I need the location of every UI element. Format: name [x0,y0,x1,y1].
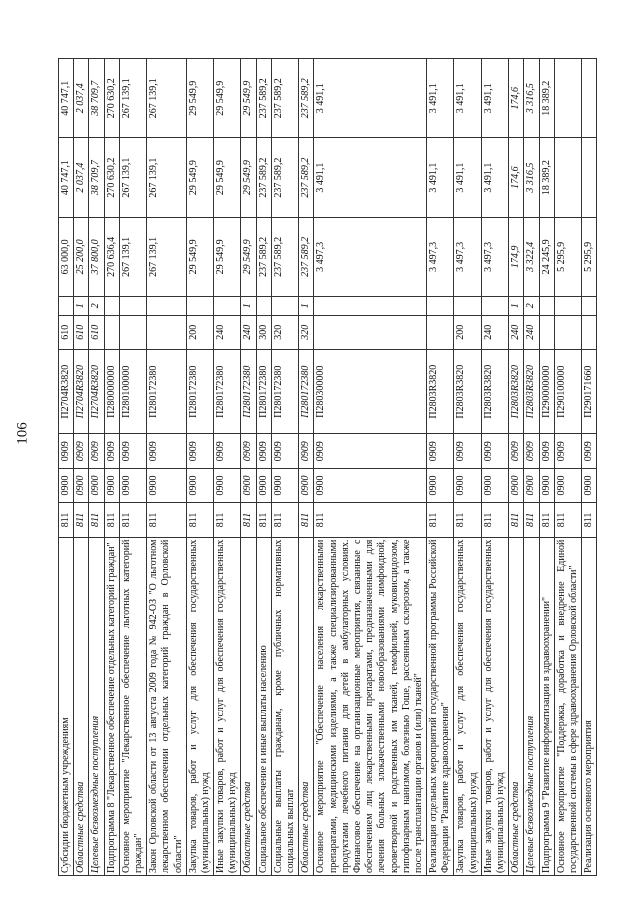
target-article-code: П280172380 [214,349,241,434]
ministry-code: 811 [147,503,187,537]
subsection-code: 0909 [539,434,554,468]
source-code [582,297,597,316]
target-article-code: П280172380 [256,349,271,434]
ministry-code: 811 [104,503,119,537]
revised-amount: 3 491,1 [314,138,427,217]
subsection-code: 0909 [256,434,271,468]
ministry-code: 811 [481,503,508,537]
table-row [454,59,481,876]
source-code [119,297,146,316]
revised-amount: 3 491,1 [427,138,454,217]
source-code [147,297,187,316]
section-code: 0900 [524,468,539,502]
table-row [256,59,271,876]
revised-amount: 237 589,2 [299,138,314,217]
revised-amount: 29 549,9 [241,138,256,217]
table-row [147,59,187,876]
section-code: 0900 [582,468,597,502]
planned-amount: 37 800,0 [89,217,104,296]
ministry-code: 811 [59,503,74,537]
expense-type-code: 240 [524,315,539,349]
row-name: Областные средства [74,537,89,875]
expense-type-code: 200 [454,315,481,349]
executed-amount [582,59,597,138]
table-row [427,59,454,876]
expense-type-code: 240 [214,315,241,349]
table-row [314,59,427,876]
subsection-code: 0909 [74,434,89,468]
target-article-code: П280100000 [119,349,146,434]
source-code: 1 [299,297,314,316]
section-code: 0900 [481,468,508,502]
row-name: Основное мероприятие "Поддержка, доработка и внедрение Единой государственной системы в сфере здравоохранения Орловской области" [554,537,581,875]
table-row [89,59,104,876]
expense-type-code [539,315,554,349]
rotated-content [58,58,626,876]
ministry-code: 811 [524,503,539,537]
target-article-code: П2803R3820 [481,349,508,434]
executed-amount: 3 491,1 [481,59,508,138]
row-name: Реализация основного мероприятия [582,537,597,875]
planned-amount: 237 589,2 [299,217,314,296]
section-code: 0900 [74,468,89,502]
executed-amount: 29 549,9 [241,59,256,138]
revised-amount: 174,6 [509,138,524,217]
planned-amount: 3 497,3 [454,217,481,296]
section-code: 0900 [59,468,74,502]
target-article-code: П2704R3820 [89,349,104,434]
row-name: Областные средства [509,537,524,875]
expense-type-code [119,315,146,349]
ministry-code: 811 [427,503,454,537]
row-name: Закон Орловской области от 13 августа 2009 года № 942-ОЗ "О льготном лекарственном обеспечении отдельных категорий граждан в Орловской области" [147,537,187,875]
target-article-code: П280300000 [314,349,427,434]
target-article-code: П280172380 [241,349,256,434]
planned-amount: 270 636,4 [104,217,119,296]
planned-amount: 29 549,9 [214,217,241,296]
source-code [314,297,427,316]
revised-amount [554,138,581,217]
page-number: 106 [14,422,31,445]
revised-amount [582,138,597,217]
table-row [481,59,508,876]
source-code [539,297,554,316]
expense-type-code: 610 [59,315,74,349]
source-code: 2 [524,297,539,316]
target-article-code: П2803R3820 [509,349,524,434]
section-code: 0900 [314,468,427,502]
table-row [214,59,241,876]
subsection-code: 0909 [454,434,481,468]
target-article-code: П2704R3820 [59,349,74,434]
planned-amount: 3 322,4 [524,217,539,296]
section-code: 0900 [554,468,581,502]
ministry-code: 811 [299,503,314,537]
revised-amount: 3 491,1 [481,138,508,217]
executed-amount: 38 709,7 [89,59,104,138]
row-name: Областные средства [299,537,314,875]
section-code: 0900 [147,468,187,502]
executed-amount: 3 491,1 [427,59,454,138]
revised-amount: 18 389,2 [539,138,554,217]
executed-amount: 237 589,2 [271,59,298,138]
ministry-code: 811 [314,503,427,537]
expense-type-code [314,315,427,349]
planned-amount: 5 295,9 [582,217,597,296]
source-code: 1 [509,297,524,316]
ministry-code: 811 [509,503,524,537]
ministry-code: 811 [582,503,597,537]
subsection-code: 0909 [481,434,508,468]
revised-amount: 3 491,1 [454,138,481,217]
table-row [119,59,146,876]
row-name: Реализация отдельных мероприятий государственной программы Российской Федерации "Развитие здравоохранения" [427,537,454,875]
subsection-code: 0909 [299,434,314,468]
executed-amount: 3 491,1 [454,59,481,138]
target-article-code: П280172380 [147,349,187,434]
ministry-code: 811 [74,503,89,537]
table-row [241,59,256,876]
source-code: 1 [74,297,89,316]
expense-type-code: 320 [299,315,314,349]
section-code: 0900 [539,468,554,502]
source-code [271,297,298,316]
expense-type-code [104,315,119,349]
executed-amount: 237 589,2 [256,59,271,138]
subsection-code: 0909 [104,434,119,468]
section-code: 0900 [427,468,454,502]
source-code: 1 [241,297,256,316]
row-name: Социальные выплаты гражданам, кроме публичных нормативных социальных выплат [271,537,298,875]
revised-amount: 29 549,9 [186,138,213,217]
executed-amount: 3 491,1 [314,59,427,138]
executed-amount: 2 037,4 [74,59,89,138]
ministry-code: 811 [271,503,298,537]
section-code: 0900 [299,468,314,502]
planned-amount: 24 245,9 [539,217,554,296]
revised-amount: 237 589,2 [271,138,298,217]
target-article-code: П2803R3820 [454,349,481,434]
row-name: Целевые безвозмездные поступления [89,537,104,875]
ministry-code: 811 [119,503,146,537]
target-article-code: П280172380 [299,349,314,434]
source-code [186,297,213,316]
revised-amount: 3 316,5 [524,138,539,217]
executed-amount: 267 139,1 [119,59,146,138]
source-code [427,297,454,316]
revised-amount: 237 589,2 [256,138,271,217]
row-name: Закупка товаров, работ и услуг для обеспечения государственных (муниципальных) нужд [454,537,481,875]
source-code [59,297,74,316]
expense-type-code: 200 [186,315,213,349]
source-code [104,297,119,316]
ministry-code: 811 [186,503,213,537]
revised-amount: 40 747,1 [59,138,74,217]
row-name: Субсидии бюджетным учреждениям [59,537,74,875]
section-code: 0900 [89,468,104,502]
subsection-code: 0909 [524,434,539,468]
section-code: 0900 [241,468,256,502]
executed-amount: 40 747,1 [59,59,74,138]
executed-amount: 18 389,2 [539,59,554,138]
planned-amount: 29 549,9 [186,217,213,296]
table-row [509,59,524,876]
subsection-code: 0909 [509,434,524,468]
expense-type-code: 320 [271,315,298,349]
source-code [481,297,508,316]
row-name: Подпрограмма 9 "Развитие информатизации в здравоохранении" [539,537,554,875]
row-name: Основное мероприятие "Обеспечение населения лекарственными препаратами, медицинскими изделиями, а также специализированными продуктами лечебного питания для детей в амбулаторных условиях. Финансовое обеспечение на организационные мероприятия, связанные с обеспечением лиц лекарственными препаратами, предназначенными для лечения больных злокачественными новообразованиями лимфоидной, кроветворной и родственных им тканей, гемофилией, муковисцидозом, гипофизарным нанизмом, болезнью Гоше, рассеянным склерозом, а также после трансплантации органов и (или) тканей" [314,537,427,875]
executed-amount: 29 549,9 [214,59,241,138]
table-row [582,59,597,876]
section-code: 0900 [271,468,298,502]
expense-type-code: 610 [74,315,89,349]
ministry-code: 811 [214,503,241,537]
table-row [74,59,89,876]
row-name: Иные закупки товаров, работ и услуг для обеспечения государственных (муниципальных) нужд [481,537,508,875]
revised-amount: 2 037,4 [74,138,89,217]
target-article-code: П290171660 [582,349,597,434]
target-article-code: П280172380 [271,349,298,434]
target-article-code: П280172380 [186,349,213,434]
planned-amount: 3 497,3 [481,217,508,296]
expense-type-code [554,315,581,349]
subsection-code: 0909 [241,434,256,468]
expense-type-code: 240 [509,315,524,349]
subsection-code: 0909 [427,434,454,468]
ministry-code: 811 [454,503,481,537]
row-name: Основное мероприятие "Лекарственное обеспечение льготных категорий граждан" [119,537,146,875]
target-article-code: П2704R3820 [74,349,89,434]
executed-amount: 174,6 [509,59,524,138]
row-name: Подпрограмма 8 "Лекарственное обеспечение отдельных категорий граждан" [104,537,119,875]
section-code: 0900 [256,468,271,502]
budget-table-body [59,59,597,876]
subsection-code: 0909 [89,434,104,468]
executed-amount: 270 630,2 [104,59,119,138]
planned-amount: 3 497,3 [427,217,454,296]
subsection-code: 0909 [271,434,298,468]
ministry-code: 811 [539,503,554,537]
row-name: Закупка товаров, работ и услуг для обеспечения государственных (муниципальных) нужд [186,537,213,875]
expense-type-code: 300 [256,315,271,349]
table-row [554,59,581,876]
table-row [186,59,213,876]
row-name: Иные закупки товаров, работ и услуг для обеспечения государственных (муниципальных) нужд [214,537,241,875]
expense-type-code [147,315,187,349]
executed-amount [554,59,581,138]
subsection-code: 0909 [582,434,597,468]
expense-type-code: 610 [89,315,104,349]
row-name: Целевые безвозмездные поступления [524,537,539,875]
section-code: 0900 [186,468,213,502]
executed-amount: 3 316,5 [524,59,539,138]
planned-amount: 29 549,9 [241,217,256,296]
section-code: 0900 [454,468,481,502]
target-article-code: П280000000 [104,349,119,434]
planned-amount: 237 589,2 [256,217,271,296]
row-name: Социальное обеспечение и иные выплаты населению [256,537,271,875]
expense-type-code: 240 [481,315,508,349]
section-code: 0900 [509,468,524,502]
planned-amount: 25 200,0 [74,217,89,296]
table-row [524,59,539,876]
planned-amount: 267 139,1 [147,217,187,296]
planned-amount: 267 139,1 [119,217,146,296]
table-row [59,59,74,876]
subsection-code: 0909 [59,434,74,468]
subsection-code: 0909 [147,434,187,468]
target-article-code: П290100000 [554,349,581,434]
planned-amount: 63 000,0 [59,217,74,296]
ministry-code: 811 [256,503,271,537]
section-code: 0900 [104,468,119,502]
budget-table [58,58,597,876]
source-code [256,297,271,316]
rotated-page-area [58,58,626,876]
ministry-code: 811 [89,503,104,537]
revised-amount: 267 139,1 [119,138,146,217]
expense-type-code [582,315,597,349]
subsection-code: 0909 [314,434,427,468]
subsection-code: 0909 [214,434,241,468]
expense-type-code: 240 [241,315,256,349]
ministry-code: 811 [241,503,256,537]
section-code: 0900 [214,468,241,502]
row-name: Областные средства [241,537,256,875]
ministry-code: 811 [554,503,581,537]
section-code: 0900 [119,468,146,502]
planned-amount: 3 497,3 [314,217,427,296]
subsection-code: 0909 [554,434,581,468]
table-row [271,59,298,876]
table-row [539,59,554,876]
planned-amount: 174,9 [509,217,524,296]
source-code [554,297,581,316]
source-code: 2 [89,297,104,316]
revised-amount: 267 139,1 [147,138,187,217]
executed-amount: 237 589,2 [299,59,314,138]
expense-type-code [427,315,454,349]
revised-amount: 270 630,2 [104,138,119,217]
subsection-code: 0909 [119,434,146,468]
source-code [454,297,481,316]
revised-amount: 38 709,7 [89,138,104,217]
target-article-code: П290000000 [539,349,554,434]
executed-amount: 267 139,1 [147,59,187,138]
source-code [214,297,241,316]
table-row [104,59,119,876]
planned-amount: 237 589,2 [271,217,298,296]
executed-amount: 29 549,9 [186,59,213,138]
subsection-code: 0909 [186,434,213,468]
target-article-code: П2803R3820 [524,349,539,434]
table-row [299,59,314,876]
planned-amount: 5 295,9 [554,217,581,296]
target-article-code: П2803R3820 [427,349,454,434]
revised-amount: 29 549,9 [214,138,241,217]
